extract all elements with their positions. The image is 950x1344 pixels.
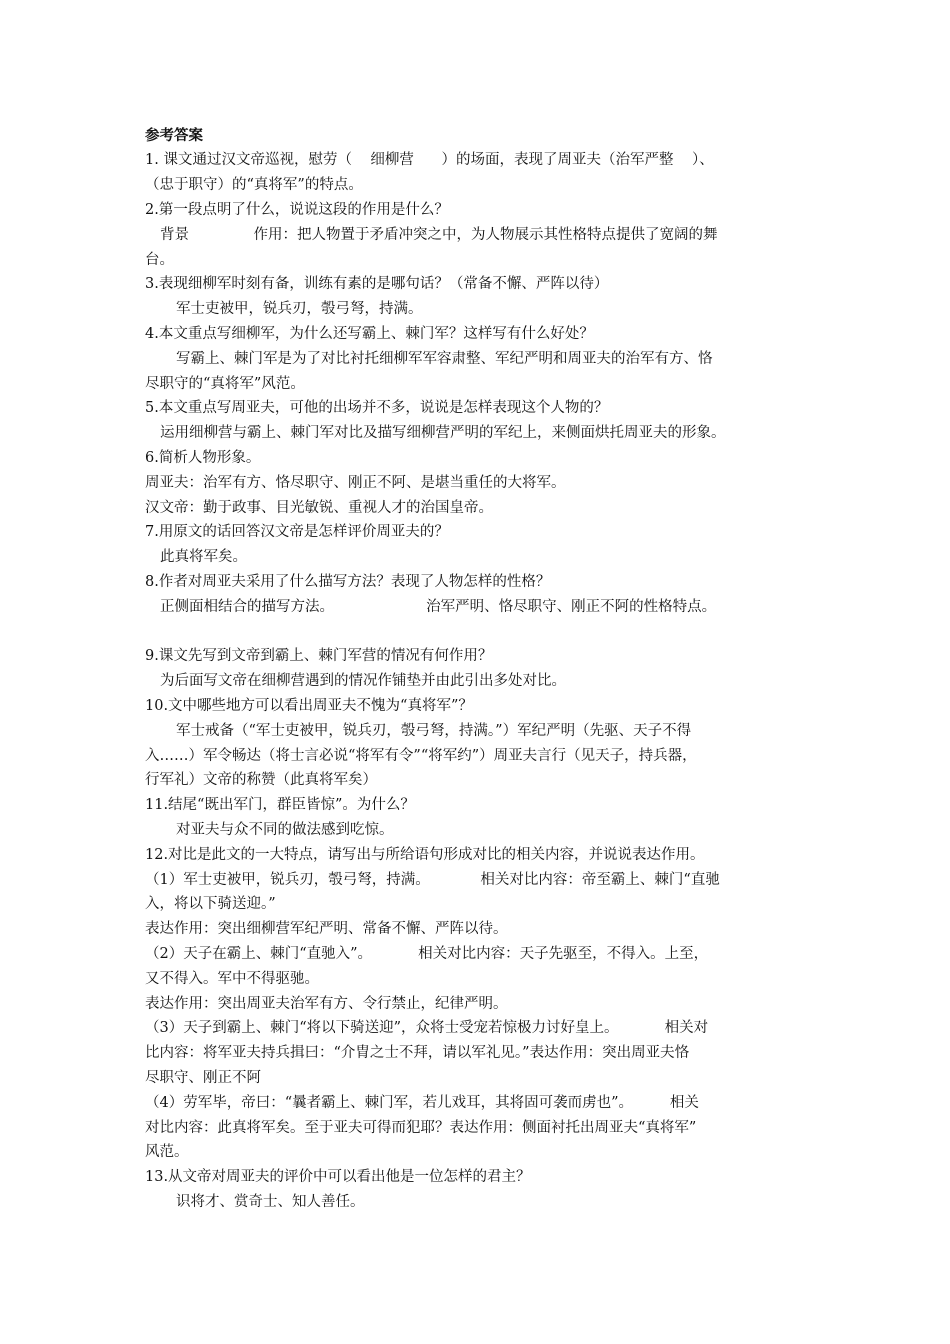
text-line: 10.文中哪些地方可以看出周亚夫不愧为“真将军”？	[145, 698, 473, 714]
text-line: 13.从文帝对周亚夫的评价中可以看出他是一位怎样的君主？	[145, 1169, 531, 1185]
text-line: 2.第一段点明了什么，说说这段的作用是什么？	[145, 202, 449, 218]
text-line: 行军礼）文帝的称赞（此真将军矣）	[145, 772, 377, 788]
text-line: （忠于职守）的“真将军”的特点。	[145, 177, 363, 193]
text-line: 正侧面相结合的描写方法。 治军严明、恪尽职守、刚正不阿的性格特点。	[160, 599, 717, 615]
text-line: 入，将以下骑送迎。”	[145, 896, 276, 912]
text-line: 表达作用：突出细柳营军纪严明、常备不懈、严阵以待。	[145, 921, 508, 937]
text-line: 3.表现细柳军时刻有备，训练有素的是哪句话？（常备不懈、严阵以待）	[145, 276, 609, 292]
text-line: 4.本文重点写细柳军，为什么还写霸上、棘门军？这样写有什么好处？	[145, 326, 594, 342]
text-line: 周亚夫：治军有方、恪尽职守、刚正不阿、是堪当重任的大将军。	[145, 475, 566, 491]
text-line: 对亚夫与众不同的做法感到吃惊。	[176, 822, 394, 838]
text-line: 9.课文先写到文帝到霸上、棘门军营的情况有何作用？	[145, 648, 493, 664]
text-line: 运用细柳营与霸上、棘门军对比及描写细柳营严明的军纪上，来侧面烘托周亚夫的形象。	[160, 425, 726, 441]
text-line: 台。	[145, 252, 174, 268]
text-line: 风范。	[145, 1144, 189, 1160]
text-line: 入……）军令畅达（将士言必说“将军有令”“将军约”）周亚夫言行（见天子，持兵器，	[145, 748, 697, 764]
text-line: 表达作用：突出周亚夫治军有方、令行禁止，纪律严明。	[145, 996, 508, 1012]
text-line: 11.结尾“既出军门，群臣皆惊”。为什么？	[145, 797, 415, 813]
text-line: 12.对比是此文的一大特点，请写出与所给语句形成对比的相关内容，并说说表达作用。	[145, 847, 705, 863]
text-line: 比内容：将军亚夫持兵揖曰：“介胄之士不拜，请以军礼见。”表达作用：突出周亚夫恪	[145, 1045, 690, 1061]
text-line: 6.简析人物形象。	[145, 450, 261, 466]
text-line: 又不得入。军中不得驱驰。	[145, 971, 319, 987]
text-line: （2）天子在霸上、棘门“直驰入”。 相关对比内容：天子先驱至，不得入。上至，	[145, 946, 709, 962]
text-line: （3）天子到霸上、棘门“将以下骑送迎”，众将士受宠若惊极力讨好皇上。 相关对	[145, 1020, 709, 1036]
text-line: 汉文帝：勤于政事、目光敏锐、重视人才的治国皇帝。	[145, 500, 493, 516]
text-line: 此真将军矣。	[160, 549, 247, 565]
text-line: 军士戒备（“军士吏被甲，锐兵刃，彀弓弩，持满。”）军纪严明（先驱、天子不得	[176, 723, 692, 739]
text-line: 8.作者对周亚夫采用了什么描写方法？表现了人物怎样的性格？	[145, 574, 551, 590]
text-line: （4）劳军毕，帝曰：“曩者霸上、棘门军，若儿戏耳，其将固可袭而虏也”。 相关	[145, 1095, 699, 1111]
text-line: （1）军士吏被甲，锐兵刃，彀弓弩，持满。 相关对比内容：帝至霸上、棘门“直驰	[145, 872, 720, 888]
text-line: 背景 作用：把人物置于矛盾冲突之中，为人物展示其性格特点提供了宽阔的舞	[160, 227, 718, 243]
text-line: 对比内容：此真将军矣。至于亚夫可得而犯耶？表达作用：侧面衬托出周亚夫“真将军”	[145, 1120, 697, 1136]
text-line: 尽职守的“真将军”风范。	[145, 376, 305, 392]
text-line: 为后面写文帝在细柳营遇到的情况作铺垫并由此引出多处对比。	[160, 673, 566, 689]
text-line: 1. 课文通过汉文帝巡视，慰劳（ 细柳营 ）的场面，表现了周亚夫（治军严整 ）、	[145, 152, 714, 168]
text-line: 5.本文重点写周亚夫，可他的出场并不多，说说是怎样表现这个人物的？	[145, 400, 609, 416]
text-line: 写霸上、棘门军是为了对比衬托细柳军军容肃整、军纪严明和周亚夫的治军有方、恪	[176, 351, 713, 367]
text-line: 尽职守、刚正不阿	[145, 1070, 261, 1086]
text-line: 军士吏被甲，锐兵刃，彀弓弩，持满。	[176, 301, 423, 317]
answer-title: 参考答案	[145, 127, 203, 144]
text-line: 7.用原文的话回答汉文帝是怎样评价周亚夫的？	[145, 524, 449, 540]
text-line: 识将才、赏奇士、知人善任。	[176, 1194, 365, 1210]
